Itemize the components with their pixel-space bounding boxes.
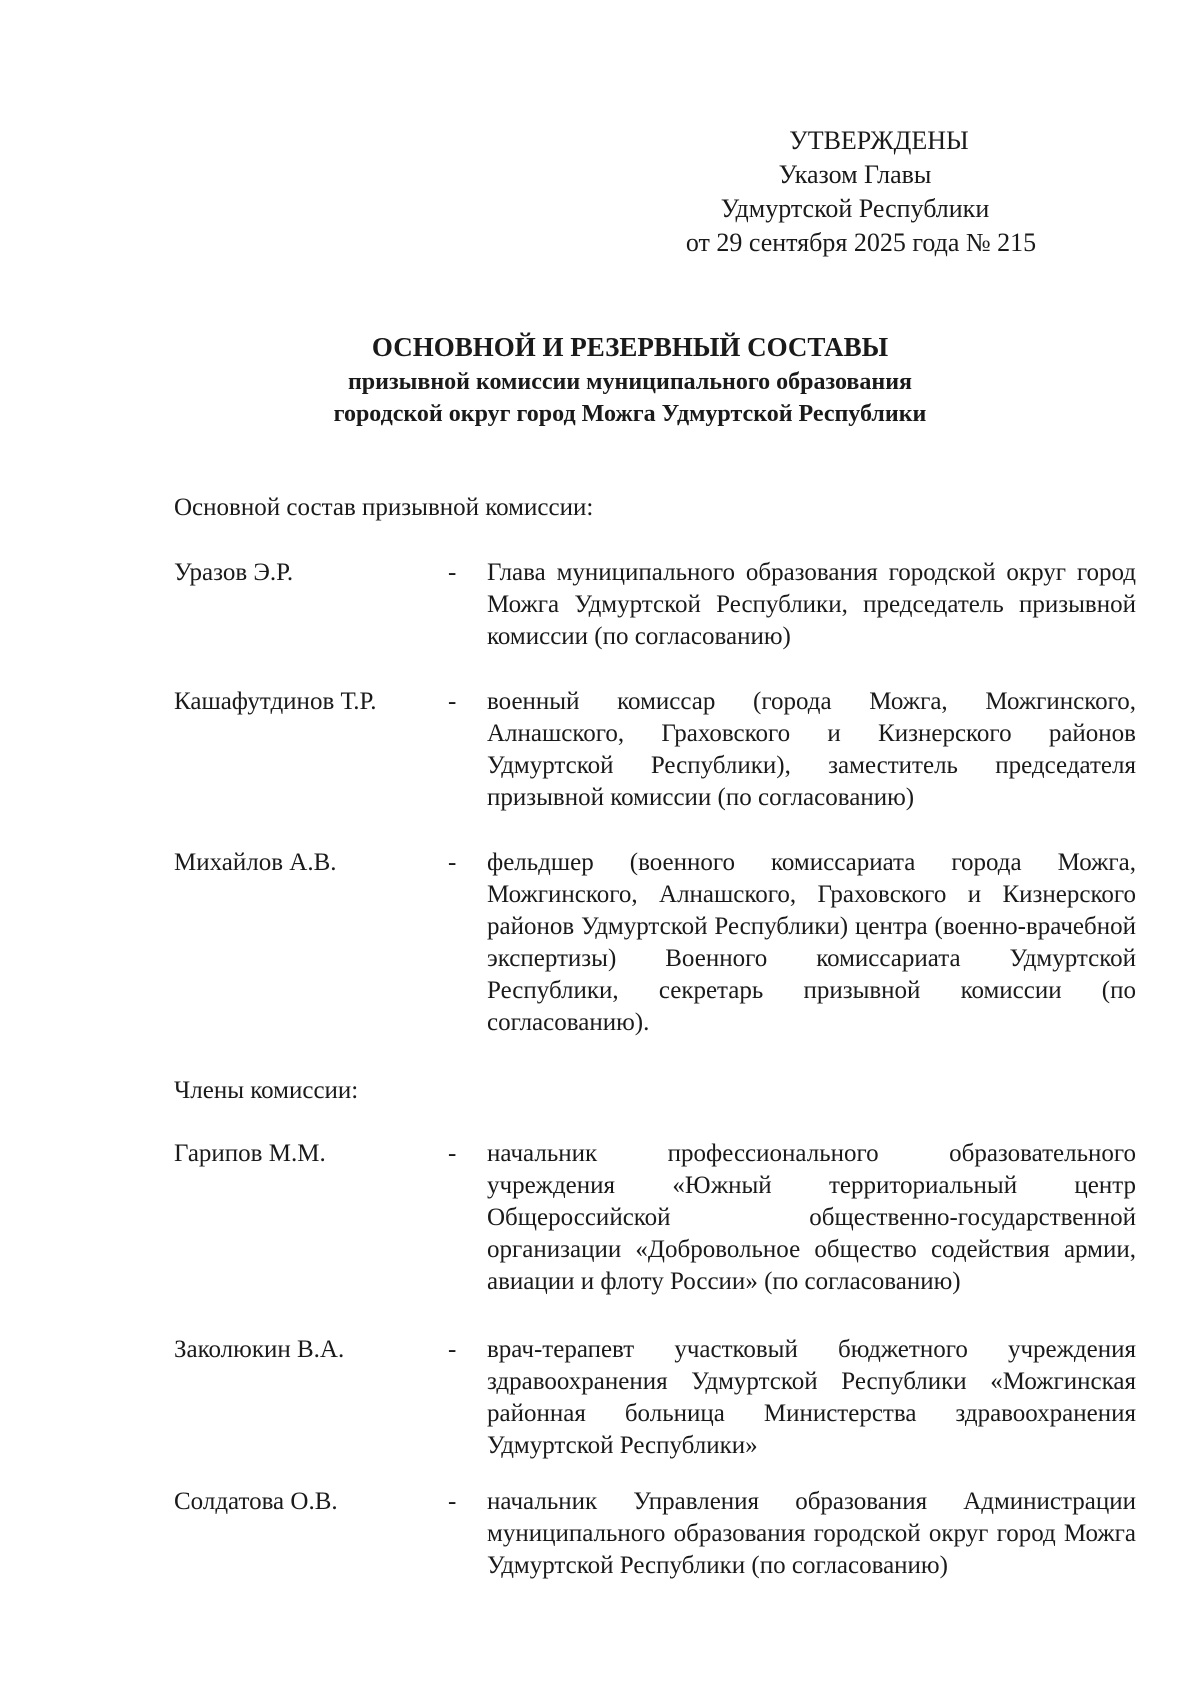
entry-dash: - (448, 849, 457, 876)
entry-dash: - (448, 688, 457, 715)
approval-line-2: Удмуртской Республики (720, 194, 990, 223)
member-description: врач-терапевт участковый бюджетного учреждения здравоохранения Удмуртской Республики «Можгинская районная больница Министерства здравоохранения Удмуртской Республики» (487, 1336, 1136, 1459)
heading-sub-2: городской округ город Можга Удмуртской Республики (333, 401, 927, 427)
heading-main: ОСНОВНОЙ И РЕЗЕРВНЫЙ СОСТАВЫ (371, 332, 889, 362)
member-description: Глава муниципального образования городской округ город Можга Удмуртской Республики, председатель призывной комиссии (по согласованию) (487, 559, 1136, 650)
member-name: Солдатова О.В. (174, 1488, 338, 1515)
approval-title: УТВЕРЖДЕНЫ (789, 126, 969, 155)
entry-dash: - (448, 1140, 457, 1167)
member-description: фельдшер (военного комиссариата города Можга, Можгинского, Алнашского, Граховского и Кизнерского районов Удмуртской Республики) центра (военно-врачебной экспертизы) Военного комиссариата Удмуртской Республики, секретарь призывной комиссии (по согласованию). (487, 849, 1136, 1036)
entry-dash: - (448, 1336, 457, 1363)
member-name: Заколюкин В.А. (174, 1336, 345, 1363)
member-name: Кашафутдинов Т.Р. (174, 688, 377, 715)
approval-date-line: от 29 сентября 2025 года № 215 (685, 228, 1037, 257)
members-label: Члены комиссии: (174, 1077, 359, 1104)
heading-sub-1: призывной комиссии муниципального образования (347, 369, 913, 395)
approval-stamp (620, 124, 1090, 260)
member-name: Уразов Э.Р. (174, 559, 294, 586)
document-heading (200, 328, 1060, 430)
member-description: начальник профессионального образовательного учреждения «Южный территориальный центр Общероссийской общественно-государственной организации «Добровольное общество содействия армии, авиации и флоту России» (по согласованию) (487, 1140, 1136, 1295)
member-name: Гарипов М.М. (174, 1140, 326, 1167)
main-composition-label: Основной состав призывной комиссии: (174, 494, 594, 521)
entry-dash: - (448, 559, 457, 586)
member-description: начальник Управления образования Администрации муниципального образования городской округ город Можга Удмуртской Республики (по согласованию) (487, 1488, 1136, 1579)
entry-dash: - (448, 1488, 457, 1515)
member-description: военный комиссар (города Можга, Можгинского, Алнашского, Граховского и Кизнерского районов Удмуртской Республики), заместитель председателя призывной комиссии (по согласованию) (487, 688, 1136, 811)
member-name: Михайлов А.В. (174, 849, 337, 876)
approval-line-1: Указом Главы (778, 160, 932, 189)
